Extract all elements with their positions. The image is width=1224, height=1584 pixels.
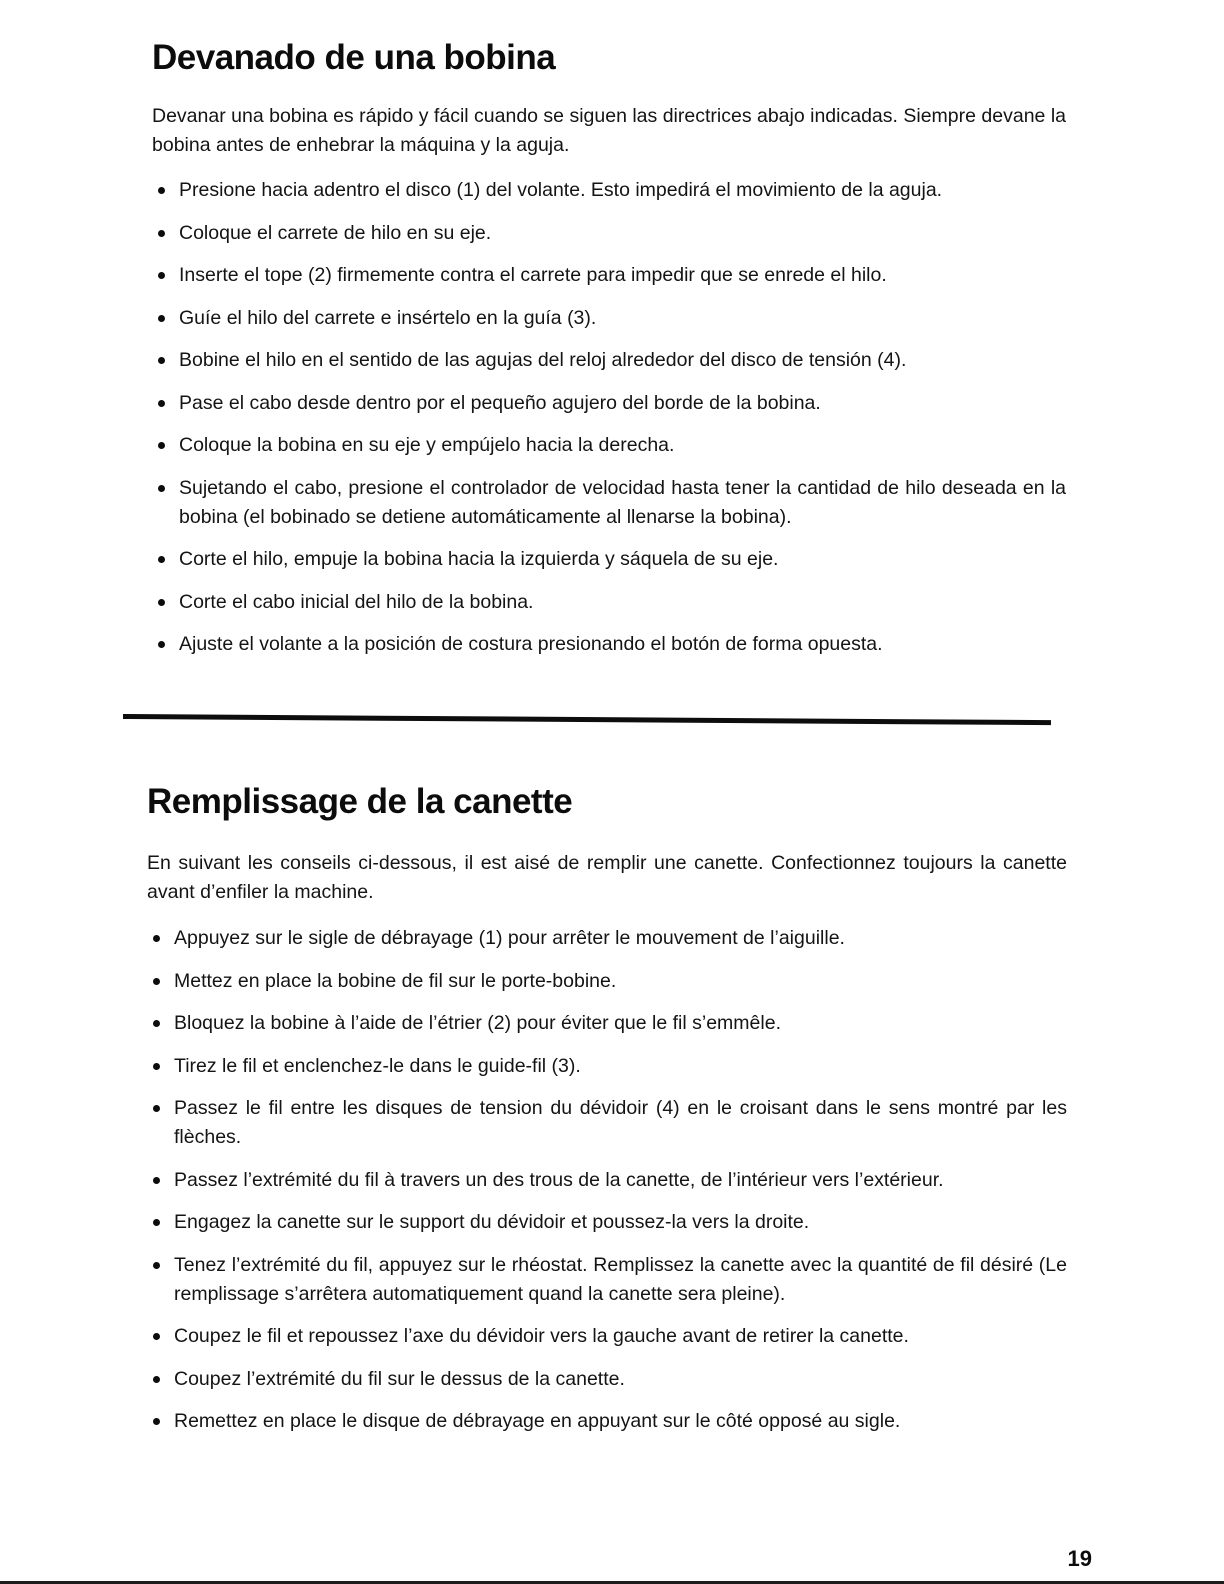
page-number: 19: [1067, 1546, 1092, 1571]
list-item: Tenez l’extrémité du fil, appuyez sur le rhéostat. Remplissez la canette avec la quantité de fil désiré (Le remplissage s’arrêtera automatiquement quand la canette sera pleine).: [147, 1251, 1067, 1309]
section-title-french: Remplissage de la canette: [147, 782, 573, 821]
section-title-spanish: Devanado de una bobina: [152, 38, 556, 77]
list-item: Coupez l’extrémité du fil sur le dessus de la canette.: [147, 1365, 1067, 1394]
section-intro-french: En suivant les conseils ci-dessous, il est aisé de remplir une canette. Confectionnez toujours la canette avant d’enfiler la machine.: [147, 852, 1067, 903]
list-item: Passez l’extrémité du fil à travers un des trous de la canette, de l’intérieur vers l’extérieur.: [147, 1166, 1067, 1195]
list-item: Bloquez la bobine à l’aide de l’étrier (2) pour éviter que le fil s’emmêle.: [147, 1009, 1067, 1038]
list-item: Ajuste el volante a la posición de costura presionando el botón de forma opuesta.: [152, 630, 1066, 659]
steps-list-french: [147, 924, 1067, 1436]
list-item: Coupez le fil et repoussez l’axe du dévidoir vers la gauche avant de retirer la canette.: [147, 1322, 1067, 1351]
list-item: Coloque el carrete de hilo en su eje.: [152, 219, 1066, 248]
steps-list-spanish: [152, 176, 1066, 659]
section-french: [147, 782, 1067, 1450]
list-item: Guíe el hilo del carrete e insértelo en la guía (3).: [152, 304, 1066, 333]
list-item: Tirez le fil et enclenchez-le dans le guide-fil (3).: [147, 1052, 1067, 1081]
section-intro-spanish: Devanar una bobina es rápido y fácil cuando se siguen las directrices abajo indicadas. Siempre devane la bobina antes de enhebrar la máquina y la aguja.: [152, 105, 1066, 156]
list-item: Presione hacia adentro el disco (1) del volante. Esto impedirá el movimiento de la aguja.: [152, 176, 1066, 205]
list-item: Remettez en place le disque de débrayage en appuyant sur le côté opposé au sigle.: [147, 1407, 1067, 1436]
list-item: Coloque la bobina en su eje y empújelo hacia la derecha.: [152, 431, 1066, 460]
list-item: Appuyez sur le sigle de débrayage (1) pour arrêter le mouvement de l’aiguille.: [147, 924, 1067, 953]
list-item: Corte el cabo inicial del hilo de la bobina.: [152, 588, 1066, 617]
list-item: Mettez en place la bobine de fil sur le porte-bobine.: [147, 967, 1067, 996]
list-item: Passez le fil entre les disques de tension du dévidoir (4) en le croisant dans le sens montré par les flèches.: [147, 1094, 1067, 1152]
list-item: Engagez la canette sur le support du dévidoir et poussez-la vers la droite.: [147, 1208, 1067, 1237]
section-spanish: [152, 38, 1066, 659]
list-item: Sujetando el cabo, presione el controlador de velocidad hasta tener la cantidad de hilo deseada en la bobina (el bobinado se detiene automáticamente al llenarse la bobina).: [152, 474, 1066, 532]
section-divider-rule: [123, 714, 1051, 725]
list-item: Inserte el tope (2) firmemente contra el carrete para impedir que se enrede el hilo.: [152, 261, 1066, 290]
list-item: Bobine el hilo en el sentido de las agujas del reloj alrededor del disco de tensión (4).: [152, 346, 1066, 375]
list-item: Pase el cabo desde dentro por el pequeño agujero del borde de la bobina.: [152, 389, 1066, 418]
list-item: Corte el hilo, empuje la bobina hacia la izquierda y sáquela de su eje.: [152, 545, 1066, 574]
